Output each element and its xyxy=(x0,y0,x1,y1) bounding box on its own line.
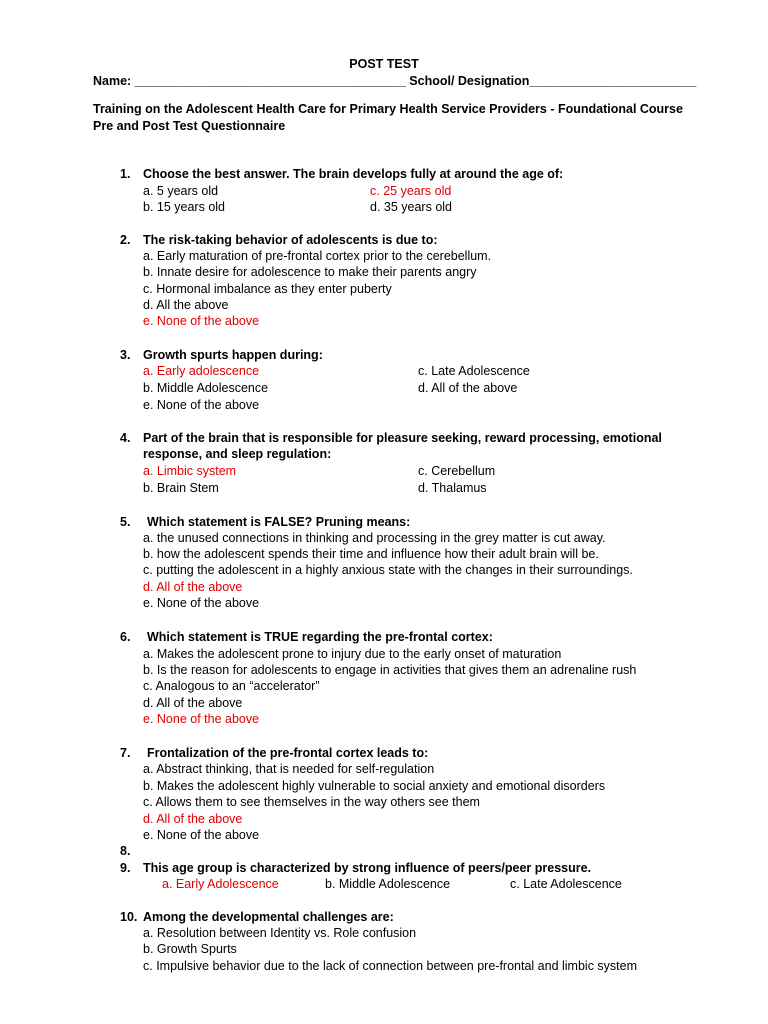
question-number: 6. xyxy=(120,630,131,644)
question-stem: The risk-taking behavior of adolescents is due to: xyxy=(143,233,438,247)
page-title: POST TEST xyxy=(349,57,419,71)
option: c. Late Adolescence xyxy=(418,364,530,378)
option: e. None of the above xyxy=(143,596,260,610)
option: b. Growth Spurts xyxy=(143,942,237,956)
option: d. Thalamus xyxy=(418,481,487,495)
option-correct: a. Limbic system xyxy=(143,464,237,478)
subtitle-line-1: Training on the Adolescent Health Care for Primary Health Service Providers - Foundational Course xyxy=(93,102,683,116)
question-number: 2. xyxy=(120,233,131,247)
question-stem: Growth spurts happen during: xyxy=(143,348,323,362)
question-number: 8. xyxy=(120,844,131,858)
option: a. Abstract thinking, that is needed for self-regulation xyxy=(143,762,435,776)
option: c. Analogous to an “accelerator” xyxy=(143,679,320,693)
option: e. None of the above xyxy=(143,398,260,412)
option: c. putting the adolescent in a highly anxious state with the changes in their surroundings. xyxy=(143,563,633,577)
option: c. Cerebellum xyxy=(418,464,496,478)
option-correct: d. All of the above xyxy=(143,580,243,594)
option: b. 15 years old xyxy=(143,200,225,214)
option: b. Innate desire for adolescence to make their parents angry xyxy=(143,265,477,279)
question-number: 7. xyxy=(120,746,131,760)
option-correct: c. 25 years old xyxy=(370,184,452,198)
option: d. All the above xyxy=(143,298,229,312)
option: b. Brain Stem xyxy=(143,481,219,495)
option: b. Middle Adolescence xyxy=(143,381,269,395)
question-stem: Frontalization of the pre-frontal cortex leads to: xyxy=(147,746,429,760)
question-stem: Which statement is FALSE? Pruning means: xyxy=(147,515,411,529)
option: b. Makes the adolescent highly vulnerable to social anxiety and emotional disorders xyxy=(143,779,606,793)
option: b. Is the reason for adolescents to engage in activities that gives them an adrenaline rush xyxy=(143,663,637,677)
option-correct: e. None of the above xyxy=(143,712,260,726)
option-correct: e. None of the above xyxy=(143,314,260,328)
question-stem: Part of the brain that is responsible for pleasure seeking, reward processing, emotional xyxy=(143,431,662,445)
question-number: 5. xyxy=(120,515,131,529)
question-stem: This age group is characterized by strong influence of peers/peer pressure. xyxy=(143,861,592,875)
option: a. Early maturation of pre-frontal cortex prior to the cerebellum. xyxy=(143,249,492,263)
option-correct: d. All of the above xyxy=(143,812,243,826)
option-correct: a. Early adolescence xyxy=(143,364,260,378)
option-correct: a. Early Adolescence xyxy=(162,877,279,891)
question-stem: Among the developmental challenges are: xyxy=(143,910,394,924)
question-number: 4. xyxy=(120,431,131,445)
option: b. Middle Adolescence xyxy=(325,877,451,891)
option: a. Resolution between Identity vs. Role confusion xyxy=(143,926,417,940)
question-number: 1. xyxy=(120,167,131,181)
question-number: 9. xyxy=(120,861,131,875)
question-stem: Choose the best answer. The brain develops fully at around the age of: xyxy=(143,167,564,181)
option: d. All of the above xyxy=(143,696,243,710)
question-stem: Which statement is TRUE regarding the pre-frontal cortex: xyxy=(147,630,493,644)
option: c. Allows them to see themselves in the way others see them xyxy=(143,795,480,809)
question-stem-continued: response, and sleep regulation: xyxy=(143,447,332,461)
option: c. Hormonal imbalance as they enter puberty xyxy=(143,282,392,296)
option: c. Late Adolescence xyxy=(510,877,622,891)
question-number: 3. xyxy=(120,348,131,362)
subtitle-line-2: Pre and Post Test Questionnaire xyxy=(93,119,286,133)
option: d. 35 years old xyxy=(370,200,452,214)
name-school-line: Name: _______________________________________ School/ Designation________________________ xyxy=(93,74,697,88)
option: e. None of the above xyxy=(143,828,260,842)
option: d. All of the above xyxy=(418,381,518,395)
question-number: 10. xyxy=(120,910,138,924)
option: a. Makes the adolescent prone to injury due to the early onset of maturation xyxy=(143,647,562,661)
option: c. Impulsive behavior due to the lack of connection between pre-frontal and limbic system xyxy=(143,959,638,973)
option: b. how the adolescent spends their time and influence how their adult brain will be. xyxy=(143,547,599,561)
option: a. the unused connections in thinking and processing in the grey matter is cut away. xyxy=(143,531,606,545)
option: a. 5 years old xyxy=(143,184,219,198)
